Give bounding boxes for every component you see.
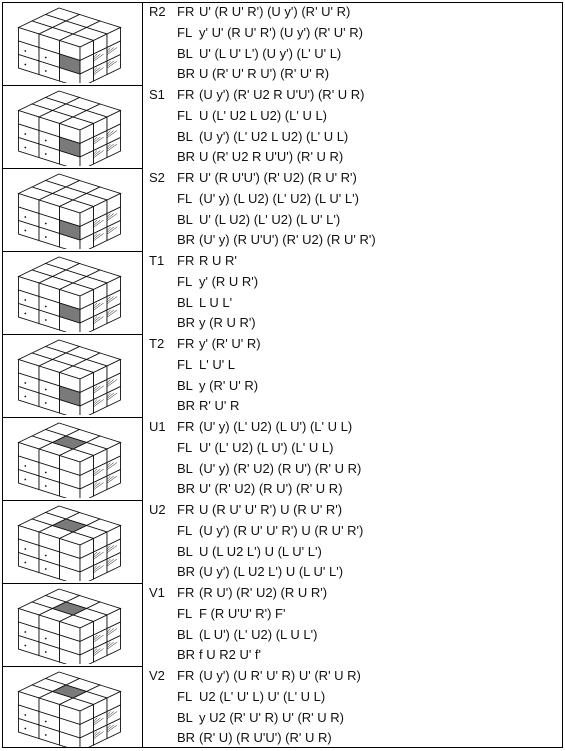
cube-diagram	[13, 670, 131, 747]
algorithm-text: U' (L U' L') (U y') (L' U' L)	[199, 45, 342, 61]
slot-label: FR	[177, 336, 195, 351]
slot-label: FR	[177, 585, 195, 600]
algorithm-row	[177, 129, 348, 150]
slot-label: BL	[177, 709, 193, 725]
case-group	[143, 584, 564, 667]
slot-label: FL	[177, 24, 193, 40]
algorithm-row	[177, 336, 261, 357]
cube-faces	[19, 340, 121, 415]
slot-label: FL	[177, 688, 193, 704]
slot-label: BL	[177, 294, 193, 310]
algorithm-row	[177, 108, 327, 129]
algorithm-row	[177, 481, 343, 502]
slot-label: BR	[177, 564, 196, 580]
algorithm-row	[177, 647, 261, 668]
cube-faces	[19, 91, 121, 166]
slot-label: FR	[177, 170, 195, 185]
case-group	[143, 667, 564, 750]
cube-cell	[3, 3, 142, 86]
cube-faces	[19, 506, 121, 581]
cube-cell	[3, 335, 142, 418]
algorithm-text: y U2 (R' U' R) U' (R' U R)	[199, 709, 344, 725]
slot-label: FL	[177, 522, 193, 538]
cube-faces	[19, 8, 121, 83]
slot-label: FR	[177, 419, 195, 434]
algorithm-row	[177, 502, 342, 523]
cube-diagram	[13, 89, 131, 166]
cube-diagram	[13, 421, 131, 498]
cube-cell	[3, 169, 142, 252]
slot-label: BL	[177, 128, 193, 144]
algorithm-row	[177, 419, 352, 440]
algorithm-text: (L U') (L' U2) (L U L')	[199, 626, 318, 642]
algorithm-row	[177, 274, 258, 295]
case-label: S1	[149, 87, 165, 102]
algorithm-text: R U R'	[199, 253, 237, 268]
slot-label: FR	[177, 253, 195, 268]
case-group	[143, 169, 564, 252]
slot-label: FL	[177, 273, 193, 289]
algorithm-text: y' (R' U' R)	[199, 336, 261, 351]
algorithm-row	[177, 606, 285, 627]
algorithm-row	[177, 253, 237, 274]
algorithm-text: U (R' U2 R U'U') (R' U R)	[199, 149, 344, 165]
algorithm-text: (U y') (R U' U' R') U (R U' R')	[199, 522, 364, 538]
algorithm-row	[177, 544, 322, 565]
algorithm-row	[177, 149, 343, 170]
algorithm-row	[177, 232, 376, 253]
slot-label: FL	[177, 356, 193, 372]
algorithm-text: (U' y) (R U'U') (R' U2) (R U' R')	[199, 232, 376, 248]
algorithm-text: U' (L U2) (L' U2) (L U' L')	[199, 211, 341, 227]
slot-label: FL	[177, 439, 193, 455]
cube-cell	[3, 584, 142, 667]
slot-label: FR	[177, 87, 195, 102]
algorithm-text: y (R' U' R)	[199, 377, 259, 393]
algorithm-text: (R' U) (R U'U') (R' U R)	[199, 730, 332, 746]
algorithm-row	[177, 461, 361, 482]
cube-diagram	[13, 255, 131, 332]
case-group	[143, 501, 564, 584]
algorithm-text: L' U' L	[199, 356, 236, 372]
slot-label: FL	[177, 107, 193, 123]
algorithm-row	[177, 440, 333, 461]
cube-diagram	[13, 338, 131, 415]
slot-label: BL	[177, 211, 193, 227]
algorithm-row	[177, 212, 340, 233]
algorithm-text: L U L'	[199, 294, 233, 310]
cube-faces	[19, 672, 121, 747]
case-group	[143, 252, 564, 335]
cube-cell	[3, 667, 142, 750]
cube-cell	[3, 252, 142, 335]
algorithm-row	[177, 523, 363, 544]
cube-faces	[19, 174, 121, 249]
cube-faces	[19, 589, 121, 664]
algorithm-text: U' (R' U2) (R U') (R' U R)	[199, 481, 343, 497]
cube-faces	[19, 257, 121, 332]
algorithm-table	[2, 2, 563, 748]
case-group	[143, 335, 564, 418]
algorithm-text: (U y') (L' U2 L U2) (L' U L)	[199, 128, 349, 144]
case-group	[143, 418, 564, 501]
case-label: U2	[149, 502, 166, 517]
algorithm-text: U2 (L' U' L) U' (L' U L)	[199, 688, 326, 704]
case-label: V1	[149, 585, 165, 600]
slot-label: BR	[177, 647, 196, 663]
algorithm-text: U (L U2 L') U (L U' L')	[199, 543, 322, 559]
cube-cell	[3, 418, 142, 501]
algorithm-text: U (R' U' R U') (R' U' R)	[199, 66, 330, 82]
algorithm-row	[177, 398, 239, 419]
cube-cell	[3, 86, 142, 169]
slot-label: BR	[177, 730, 196, 746]
algorithm-row	[177, 4, 350, 25]
algorithm-text: U (L' U2 L U2) (L' U L)	[199, 107, 328, 123]
case-group	[143, 3, 564, 86]
algorithm-text: F (R U'U' R') F'	[199, 605, 286, 621]
algorithm-row	[177, 315, 256, 336]
slot-label: BL	[177, 45, 193, 61]
algorithm-row	[177, 87, 365, 108]
algorithm-text: (U' y) (L U2) (L' U2) (L U' L')	[199, 190, 359, 206]
algorithm-row	[177, 710, 344, 731]
slot-label: FL	[177, 190, 193, 206]
case-label: T1	[149, 253, 165, 268]
algorithm-row	[177, 668, 361, 689]
algorithm-row	[177, 191, 359, 212]
algorithm-text: f U R2 U' f'	[199, 647, 262, 663]
algorithm-row	[177, 585, 327, 606]
case-label: V2	[149, 668, 165, 683]
slot-label: BL	[177, 543, 193, 559]
slot-label: BR	[177, 232, 196, 248]
slot-label: FR	[177, 668, 195, 683]
algorithm-row	[177, 564, 343, 585]
cube-diagram	[13, 504, 131, 581]
algorithm-text: U' (R U'U') (R' U2) (R U' R')	[199, 170, 357, 185]
slot-label: BR	[177, 315, 196, 331]
algorithm-text: y' (R U R')	[199, 273, 259, 289]
algorithm-row	[177, 378, 258, 399]
algorithm-row	[177, 170, 357, 191]
case-label: S2	[149, 170, 165, 185]
case-label: R2	[149, 4, 166, 19]
algorithm-text: U (R U' U' R') U (R U' R')	[199, 502, 343, 517]
algorithm-text: U' (L' U2) (L U') (L' U L)	[199, 439, 334, 455]
slot-label: BR	[177, 398, 196, 414]
algorithm-text: (R U') (R' U2) (R U R')	[199, 585, 328, 600]
algorithm-row	[177, 689, 325, 710]
slot-label: FR	[177, 4, 195, 19]
algorithm-text: y (R U R')	[199, 315, 256, 331]
algorithm-row	[177, 357, 235, 378]
case-label: T2	[149, 336, 165, 351]
case-group	[143, 86, 564, 169]
algorithm-text: (U y') (R' U2 R U'U') (R' U R)	[199, 87, 365, 102]
cube-cell	[3, 501, 142, 584]
algorithm-row	[177, 295, 232, 316]
algorithm-text: (U y') (L U2 L') U (L U' L')	[199, 564, 344, 580]
algorithm-row	[177, 25, 363, 46]
cube-diagram	[13, 6, 131, 83]
algorithm-row	[177, 46, 341, 67]
algorithm-row	[177, 66, 329, 87]
slot-label: FR	[177, 502, 195, 517]
case-label: U1	[149, 419, 166, 434]
algorithm-text: (U y') (U R' U' R) U' (R' U R)	[199, 668, 361, 683]
algorithm-text: R' U' R	[199, 398, 240, 414]
algorithm-text: (U' y) (R' U2) (R U') (R' U R)	[199, 460, 362, 476]
cube-diagram	[13, 172, 131, 249]
slot-label: BL	[177, 377, 193, 393]
algorithm-row	[177, 730, 332, 751]
cube-diagram	[13, 587, 131, 664]
algorithm-text: (U' y) (L' U2) (L U') (L' U L)	[199, 419, 353, 434]
slot-label: BL	[177, 460, 193, 476]
slot-label: BR	[177, 149, 196, 165]
slot-label: FL	[177, 605, 193, 621]
slot-label: BR	[177, 481, 196, 497]
algorithm-row	[177, 627, 317, 648]
slot-label: BR	[177, 66, 196, 82]
cube-faces	[19, 423, 121, 498]
algorithm-text: U' (R U' R') (U y') (R' U' R)	[199, 4, 351, 19]
slot-label: BL	[177, 626, 193, 642]
algorithm-text: y' U' (R U' R') (U y') (R' U' R)	[199, 24, 363, 40]
